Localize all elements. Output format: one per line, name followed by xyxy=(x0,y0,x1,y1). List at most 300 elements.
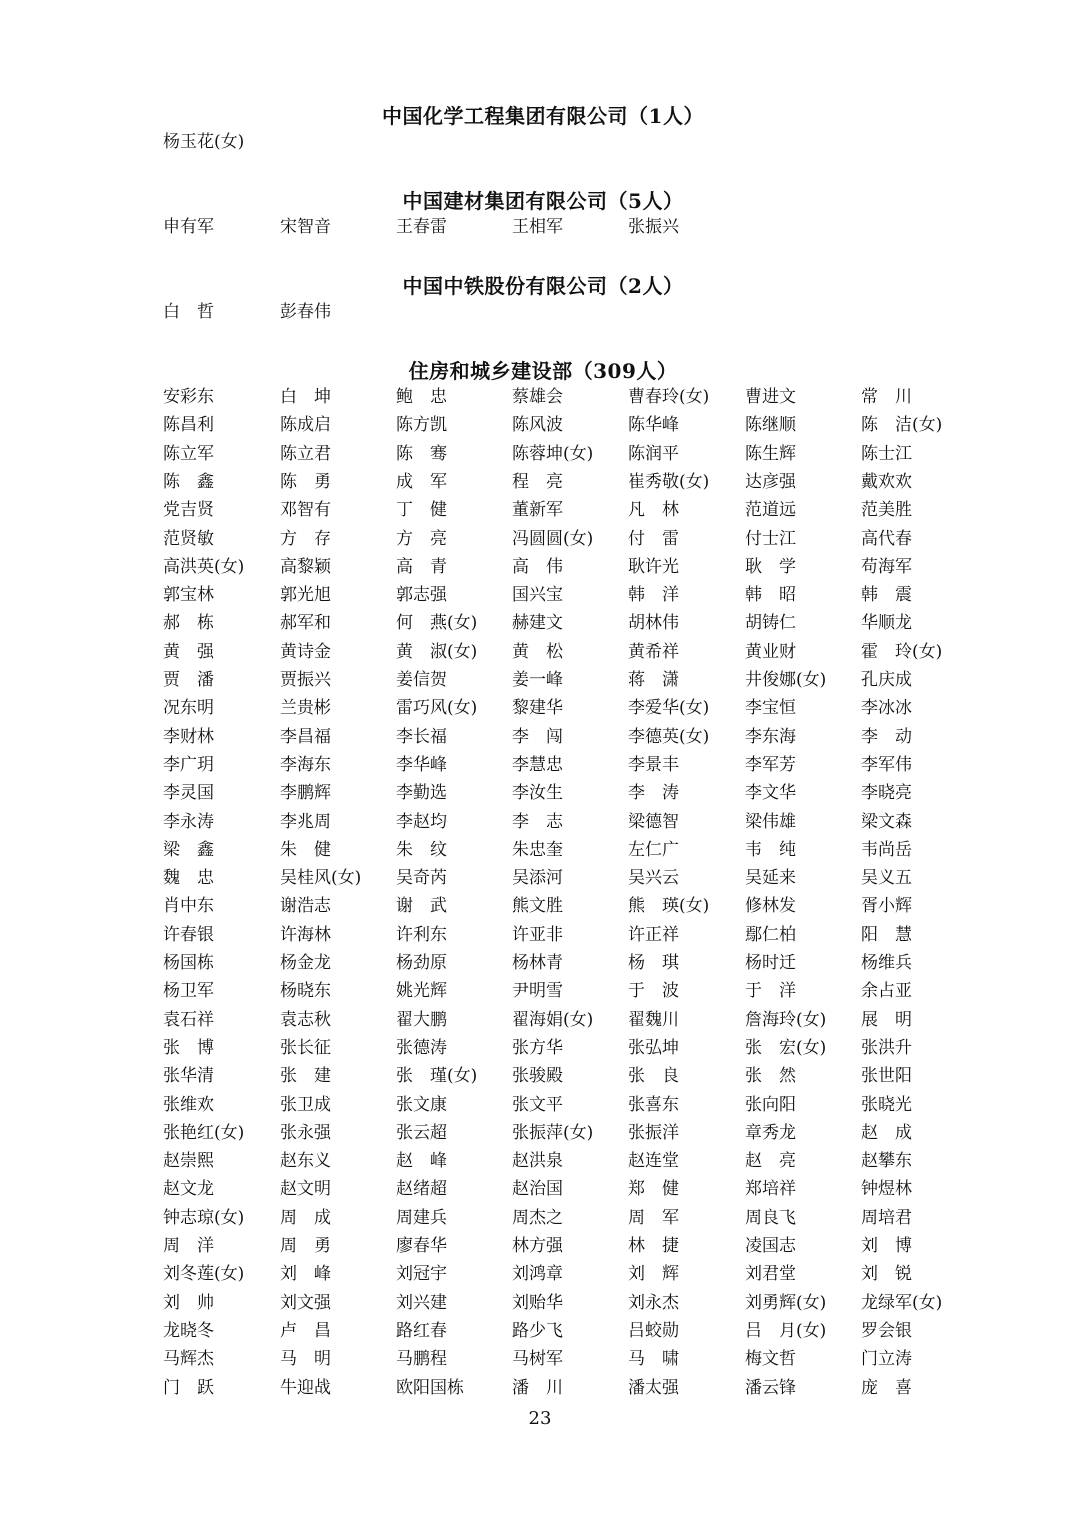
name-cell: 张 建 xyxy=(280,1066,331,1087)
name-cell: 李勤选 xyxy=(396,783,447,804)
name-cell: 雷巧风(女) xyxy=(396,698,478,719)
name-row xyxy=(163,864,983,892)
name-cell: 梁文森 xyxy=(861,811,912,832)
name-cell: 谢 武 xyxy=(396,896,447,917)
name-cell: 常 川 xyxy=(861,387,912,407)
name-cell: 黄希祥 xyxy=(628,641,679,662)
name-row xyxy=(163,525,983,553)
name-cell: 赵洪泉 xyxy=(512,1151,563,1172)
name-cell: 丁 健 xyxy=(396,500,447,521)
name-cell: 陈华峰 xyxy=(628,415,679,436)
name-cell: 李文华 xyxy=(745,783,796,804)
name-cell: 张方华 xyxy=(512,1037,563,1058)
name-cell: 魏 忠 xyxy=(163,868,214,889)
name-cell: 申有军 xyxy=(163,217,214,237)
name-cell: 陈 鑫 xyxy=(163,471,214,492)
name-cell: 熊 瑛(女) xyxy=(628,896,710,917)
name-cell: 张文康 xyxy=(396,1094,447,1115)
name-cell: 周建兵 xyxy=(396,1207,447,1228)
name-cell: 李灵国 xyxy=(163,783,214,804)
name-row xyxy=(163,1175,983,1203)
name-cell: 邓智有 xyxy=(280,500,331,521)
name-cell: 翟魏川 xyxy=(628,1009,679,1030)
name-cell: 陈 骞 xyxy=(396,443,447,464)
name-cell: 潘太强 xyxy=(628,1377,679,1398)
section-heading: 中国化学工程集团有限公司（1人） xyxy=(382,104,704,128)
name-row xyxy=(163,128,983,156)
name-cell: 翟大鹏 xyxy=(396,1009,447,1030)
name-cell: 李 动 xyxy=(861,726,912,747)
name-cell: 罗会银 xyxy=(861,1320,912,1341)
name-cell: 张维欢 xyxy=(163,1094,214,1115)
name-cell: 陈 勇 xyxy=(280,471,331,492)
name-cell: 展 明 xyxy=(861,1009,912,1030)
name-cell: 蒋 潇 xyxy=(628,670,679,690)
name-cell: 周良飞 xyxy=(745,1207,796,1228)
name-row xyxy=(163,468,983,496)
name-cell: 张振萍(女) xyxy=(512,1122,594,1143)
name-cell: 周 勇 xyxy=(280,1236,331,1256)
name-cell: 陈成启 xyxy=(280,415,331,436)
name-cell: 路少飞 xyxy=(512,1320,563,1341)
name-cell: 袁志秋 xyxy=(280,1009,331,1030)
name-cell: 苟海军 xyxy=(861,556,912,577)
name-cell: 赵 成 xyxy=(861,1122,912,1143)
name-cell: 郑培祥 xyxy=(745,1179,796,1200)
name-cell: 黎建华 xyxy=(512,698,563,719)
name-cell: 李东海 xyxy=(745,726,796,747)
name-cell: 黄业财 xyxy=(745,641,796,662)
name-cell: 曹春玲(女) xyxy=(628,387,710,407)
name-cell: 杨金龙 xyxy=(280,953,331,973)
name-cell: 马辉杰 xyxy=(163,1349,214,1370)
name-cell: 李爱华(女) xyxy=(628,698,710,719)
name-cell: 杨玉花(女) xyxy=(163,132,245,152)
name-cell: 刘君堂 xyxy=(745,1264,796,1285)
name-cell: 赵攀东 xyxy=(861,1151,912,1172)
name-cell: 赫建文 xyxy=(512,613,563,634)
name-cell: 左仁广 xyxy=(628,839,679,860)
name-cell: 修林发 xyxy=(745,896,796,917)
name-cell: 党吉贤 xyxy=(163,500,214,521)
name-row xyxy=(163,666,983,694)
name-row xyxy=(163,1260,983,1288)
name-cell: 陈方凯 xyxy=(396,415,447,436)
name-row xyxy=(163,1345,983,1373)
name-cell: 于 洋 xyxy=(745,981,796,1002)
name-cell: 赵崇熙 xyxy=(163,1151,214,1172)
name-cell: 华顺龙 xyxy=(861,613,912,634)
name-cell: 李 涛 xyxy=(628,783,679,804)
name-cell: 朱 健 xyxy=(280,839,331,860)
name-cell: 张 良 xyxy=(628,1066,679,1087)
name-cell: 杨劲原 xyxy=(396,953,447,973)
name-cell: 李慧忠 xyxy=(512,754,563,775)
name-cell: 陈风波 xyxy=(512,415,563,436)
name-cell: 章秀龙 xyxy=(745,1122,796,1143)
name-row xyxy=(163,496,983,524)
name-cell: 姚光辉 xyxy=(396,981,447,1002)
name-cell: 张向阳 xyxy=(745,1094,796,1115)
name-cell: 张世阳 xyxy=(861,1066,912,1087)
name-cell: 姜信贺 xyxy=(396,670,447,690)
name-cell: 陈士江 xyxy=(861,443,912,464)
name-cell: 翟海娟(女) xyxy=(512,1009,594,1030)
name-cell: 肖中东 xyxy=(163,896,214,917)
name-cell: 牛迎战 xyxy=(280,1377,331,1398)
name-cell: 冯圆圆(女) xyxy=(512,528,594,549)
name-cell: 安彩东 xyxy=(163,387,214,407)
name-cell: 马 啸 xyxy=(628,1349,679,1370)
name-cell: 国兴宝 xyxy=(512,585,563,606)
name-cell: 赵 峰 xyxy=(396,1151,447,1172)
name-cell: 曹进文 xyxy=(745,387,796,407)
name-cell: 贾振兴 xyxy=(280,670,331,690)
name-cell: 许利东 xyxy=(396,924,447,945)
name-cell: 张振洋 xyxy=(628,1122,679,1143)
name-cell: 李鹏辉 xyxy=(280,783,331,804)
name-cell: 许正祥 xyxy=(628,924,679,945)
name-cell: 钟志琼(女) xyxy=(163,1207,245,1228)
name-cell: 潘云锋 xyxy=(745,1377,796,1398)
name-cell: 周培君 xyxy=(861,1207,912,1228)
name-cell: 李景丰 xyxy=(628,754,679,775)
name-row xyxy=(163,383,983,411)
name-cell: 李永涛 xyxy=(163,811,214,832)
name-cell: 高 伟 xyxy=(512,556,563,577)
name-row xyxy=(163,213,983,241)
name-cell: 张 然 xyxy=(745,1066,796,1087)
name-cell: 胥小辉 xyxy=(861,896,912,917)
name-cell: 门立涛 xyxy=(861,1349,912,1370)
section-heading: 中国建材集团有限公司（5人） xyxy=(402,189,684,213)
name-cell: 杨晓东 xyxy=(280,981,331,1002)
name-cell: 黄 强 xyxy=(163,641,214,662)
name-row xyxy=(163,1204,983,1232)
name-cell: 耿许光 xyxy=(628,556,679,577)
name-cell: 马 明 xyxy=(280,1349,331,1370)
name-cell: 刘冬莲(女) xyxy=(163,1264,245,1285)
name-cell: 杨林青 xyxy=(512,953,563,973)
name-row xyxy=(163,723,983,751)
name-cell: 刘贻华 xyxy=(512,1292,563,1313)
name-cell: 刘 锐 xyxy=(861,1264,912,1285)
name-cell: 张 瑾(女) xyxy=(396,1066,478,1087)
name-row xyxy=(163,1374,983,1402)
name-cell: 王春雷 xyxy=(396,217,447,237)
name-cell: 成 军 xyxy=(396,471,447,492)
name-cell: 况东明 xyxy=(163,698,214,719)
name-cell: 张洪升 xyxy=(861,1037,912,1058)
name-cell: 朱忠奎 xyxy=(512,839,563,860)
name-cell: 张喜东 xyxy=(628,1094,679,1115)
name-cell: 郭宝林 xyxy=(163,585,214,606)
name-cell: 林 捷 xyxy=(628,1236,679,1256)
name-cell: 吴奇芮 xyxy=(396,868,447,889)
name-row xyxy=(163,411,983,439)
name-row xyxy=(163,836,983,864)
name-cell: 梅文哲 xyxy=(745,1349,796,1370)
name-cell: 陈立君 xyxy=(280,443,331,464)
name-row xyxy=(163,949,983,977)
name-cell: 阳 慧 xyxy=(861,924,912,945)
name-row xyxy=(163,638,983,666)
name-cell: 詹海玲(女) xyxy=(745,1009,827,1030)
name-cell: 杨维兵 xyxy=(861,953,912,973)
name-cell: 高洪英(女) xyxy=(163,556,245,577)
name-cell: 梁德智 xyxy=(628,811,679,832)
name-row xyxy=(163,440,983,468)
name-cell: 赵东义 xyxy=(280,1151,331,1172)
name-cell: 周杰之 xyxy=(512,1207,563,1228)
name-cell: 龙绿军(女) xyxy=(861,1292,943,1313)
name-cell: 卢 昌 xyxy=(280,1320,331,1341)
name-cell: 何 燕(女) xyxy=(396,613,478,634)
name-cell: 王相军 xyxy=(512,217,563,237)
name-cell: 黄 淑(女) xyxy=(396,641,478,662)
name-cell: 方 存 xyxy=(280,528,331,549)
name-cell: 井俊娜(女) xyxy=(745,670,827,690)
name-cell: 刘 帅 xyxy=(163,1292,214,1313)
name-cell: 于 波 xyxy=(628,981,679,1002)
name-cell: 钟煜林 xyxy=(861,1179,912,1200)
name-cell: 程 亮 xyxy=(512,471,563,492)
name-cell: 刘 博 xyxy=(861,1236,912,1256)
name-cell: 高 青 xyxy=(396,556,447,577)
name-cell: 崔秀敬(女) xyxy=(628,471,710,492)
name-cell: 范道远 xyxy=(745,500,796,521)
name-cell: 孔庆成 xyxy=(861,670,912,690)
name-cell: 张 宏(女) xyxy=(745,1037,827,1058)
name-cell: 吴添河 xyxy=(512,868,563,889)
name-cell: 刘 辉 xyxy=(628,1264,679,1285)
name-cell: 郑 健 xyxy=(628,1179,679,1200)
name-cell: 董新军 xyxy=(512,500,563,521)
name-cell: 张德涛 xyxy=(396,1037,447,1058)
name-cell: 杨卫军 xyxy=(163,981,214,1002)
name-cell: 尹明雪 xyxy=(512,981,563,1002)
name-cell: 韦 纯 xyxy=(745,839,796,860)
name-cell: 高黎颖 xyxy=(280,556,331,577)
name-cell: 赵绪超 xyxy=(396,1179,447,1200)
name-row xyxy=(163,1006,983,1034)
name-cell: 张艳红(女) xyxy=(163,1122,245,1143)
name-cell: 陈立军 xyxy=(163,443,214,464)
name-cell: 李德英(女) xyxy=(628,726,710,747)
name-row xyxy=(163,751,983,779)
name-cell: 周 成 xyxy=(280,1207,331,1228)
name-row xyxy=(163,1034,983,1062)
name-cell: 贾 潘 xyxy=(163,670,214,690)
name-cell: 张文平 xyxy=(512,1094,563,1115)
name-cell: 杨 琪 xyxy=(628,953,679,973)
name-cell: 白 哲 xyxy=(163,302,214,322)
name-cell: 李 志 xyxy=(512,811,563,832)
name-cell: 达彦强 xyxy=(745,471,796,492)
name-cell: 吴延来 xyxy=(745,868,796,889)
name-cell: 高代春 xyxy=(861,528,912,549)
name-cell: 韩 洋 xyxy=(628,585,679,606)
name-cell: 吕 月(女) xyxy=(745,1320,827,1341)
name-cell: 张振兴 xyxy=(628,217,679,237)
name-row xyxy=(163,1232,983,1260)
name-cell: 朱 纹 xyxy=(396,839,447,860)
name-cell: 袁石祥 xyxy=(163,1009,214,1030)
name-cell: 蔡雄会 xyxy=(512,387,563,407)
name-cell: 张永强 xyxy=(280,1122,331,1143)
name-cell: 庞 喜 xyxy=(861,1377,912,1398)
name-cell: 付 雷 xyxy=(628,528,679,549)
name-cell: 赵文明 xyxy=(280,1179,331,1200)
name-cell: 鄢仁柏 xyxy=(745,924,796,945)
name-cell: 方 亮 xyxy=(396,528,447,549)
name-cell: 李财林 xyxy=(163,726,214,747)
name-cell: 黄 松 xyxy=(512,641,563,662)
name-row xyxy=(163,921,983,949)
name-cell: 陈 洁(女) xyxy=(861,415,943,436)
name-cell: 张 博 xyxy=(163,1037,214,1058)
name-row xyxy=(163,694,983,722)
section-heading: 中国中铁股份有限公司（2人） xyxy=(402,274,684,298)
name-cell: 许亚非 xyxy=(512,924,563,945)
name-cell: 李华峰 xyxy=(396,754,447,775)
name-cell: 刘永杰 xyxy=(628,1292,679,1313)
name-cell: 霍 玲(女) xyxy=(861,641,943,662)
name-row xyxy=(163,1317,983,1345)
name-cell: 刘兴建 xyxy=(396,1292,447,1313)
name-cell: 范美胜 xyxy=(861,500,912,521)
section-heading: 住房和城乡建设部（309人） xyxy=(408,359,678,383)
name-cell: 路红春 xyxy=(396,1320,447,1341)
name-row xyxy=(163,779,983,807)
name-cell: 陈蓉坤(女) xyxy=(512,443,594,464)
name-row xyxy=(163,1091,983,1119)
name-cell: 郭光旭 xyxy=(280,585,331,606)
name-cell: 余占亚 xyxy=(861,981,912,1002)
name-cell: 张晓光 xyxy=(861,1094,912,1115)
name-cell: 凡 林 xyxy=(628,500,679,521)
name-cell: 李昌福 xyxy=(280,726,331,747)
name-row xyxy=(163,808,983,836)
name-cell: 龙晓冬 xyxy=(163,1320,214,1341)
name-cell: 欧阳国栋 xyxy=(396,1377,464,1398)
name-cell: 刘鸿章 xyxy=(512,1264,563,1285)
name-cell: 李冰冰 xyxy=(861,698,912,719)
name-cell: 韦尚岳 xyxy=(861,839,912,860)
name-cell: 张长征 xyxy=(280,1037,331,1058)
name-cell: 彭春伟 xyxy=(280,302,331,322)
name-cell: 张卫成 xyxy=(280,1094,331,1115)
name-cell: 张华清 xyxy=(163,1066,214,1087)
name-cell: 鲍 忠 xyxy=(396,387,447,407)
name-cell: 凌国志 xyxy=(745,1236,796,1256)
name-row xyxy=(163,1289,983,1317)
name-row xyxy=(163,609,983,637)
name-cell: 马树军 xyxy=(512,1349,563,1370)
name-cell: 郝 栋 xyxy=(163,613,214,634)
name-cell: 许春银 xyxy=(163,924,214,945)
name-cell: 赵连堂 xyxy=(628,1151,679,1172)
name-row xyxy=(163,298,983,326)
name-cell: 刘勇辉(女) xyxy=(745,1292,827,1313)
name-cell: 潘 川 xyxy=(512,1377,563,1398)
name-cell: 李军芳 xyxy=(745,754,796,775)
name-cell: 李晓亮 xyxy=(861,783,912,804)
name-cell: 黄诗金 xyxy=(280,641,331,662)
name-cell: 李长福 xyxy=(396,726,447,747)
name-cell: 吴义五 xyxy=(861,868,912,889)
name-row xyxy=(163,1147,983,1175)
name-cell: 吴兴云 xyxy=(628,868,679,889)
name-cell: 陈润平 xyxy=(628,443,679,464)
name-cell: 郭志强 xyxy=(396,585,447,606)
name-cell: 杨时迁 xyxy=(745,953,796,973)
name-cell: 李宝恒 xyxy=(745,698,796,719)
name-cell: 廖春华 xyxy=(396,1236,447,1256)
name-cell: 李 闯 xyxy=(512,726,563,747)
name-cell: 张云超 xyxy=(396,1122,447,1143)
name-cell: 白 坤 xyxy=(280,387,331,407)
name-cell: 周 洋 xyxy=(163,1236,214,1256)
name-cell: 马鹏程 xyxy=(396,1349,447,1370)
name-cell: 周 军 xyxy=(628,1207,679,1228)
name-cell: 李军伟 xyxy=(861,754,912,775)
name-row xyxy=(163,1119,983,1147)
name-cell: 李兆周 xyxy=(280,811,331,832)
name-cell: 刘文强 xyxy=(280,1292,331,1313)
name-cell: 吕蛟勋 xyxy=(628,1320,679,1341)
name-cell: 熊文胜 xyxy=(512,896,563,917)
name-cell: 宋智音 xyxy=(280,217,331,237)
name-cell: 门 跃 xyxy=(163,1377,214,1398)
name-row xyxy=(163,977,983,1005)
name-row xyxy=(163,1062,983,1090)
name-cell: 胡铸仁 xyxy=(745,613,796,634)
name-cell: 林方强 xyxy=(512,1236,563,1256)
name-row xyxy=(163,581,983,609)
name-cell: 李广玥 xyxy=(163,754,214,775)
page-number: 23 xyxy=(528,1408,552,1429)
name-row xyxy=(163,553,983,581)
name-cell: 李赵均 xyxy=(396,811,447,832)
name-cell: 李汝生 xyxy=(512,783,563,804)
name-cell: 赵文龙 xyxy=(163,1179,214,1200)
name-cell: 杨国栋 xyxy=(163,953,214,973)
name-cell: 付士江 xyxy=(745,528,796,549)
name-cell: 梁 鑫 xyxy=(163,839,214,860)
name-cell: 赵治国 xyxy=(512,1179,563,1200)
name-cell: 刘冠宇 xyxy=(396,1264,447,1285)
name-cell: 吴桂风(女) xyxy=(280,868,362,889)
name-cell: 郝军和 xyxy=(280,613,331,634)
name-cell: 李海东 xyxy=(280,754,331,775)
name-cell: 兰贵彬 xyxy=(280,698,331,719)
name-cell: 姜一峰 xyxy=(512,670,563,690)
name-cell: 韩 昭 xyxy=(745,585,796,606)
name-cell: 胡林伟 xyxy=(628,613,679,634)
name-cell: 戴欢欢 xyxy=(861,471,912,492)
name-cell: 耿 学 xyxy=(745,556,796,577)
name-cell: 刘 峰 xyxy=(280,1264,331,1285)
name-row xyxy=(163,892,983,920)
name-cell: 陈继顺 xyxy=(745,415,796,436)
name-cell: 陈昌利 xyxy=(163,415,214,436)
name-cell: 张骏殿 xyxy=(512,1066,563,1087)
name-cell: 许海林 xyxy=(280,924,331,945)
name-cell: 张弘坤 xyxy=(628,1037,679,1058)
name-cell: 范贤敏 xyxy=(163,528,214,549)
name-cell: 陈生辉 xyxy=(745,443,796,464)
